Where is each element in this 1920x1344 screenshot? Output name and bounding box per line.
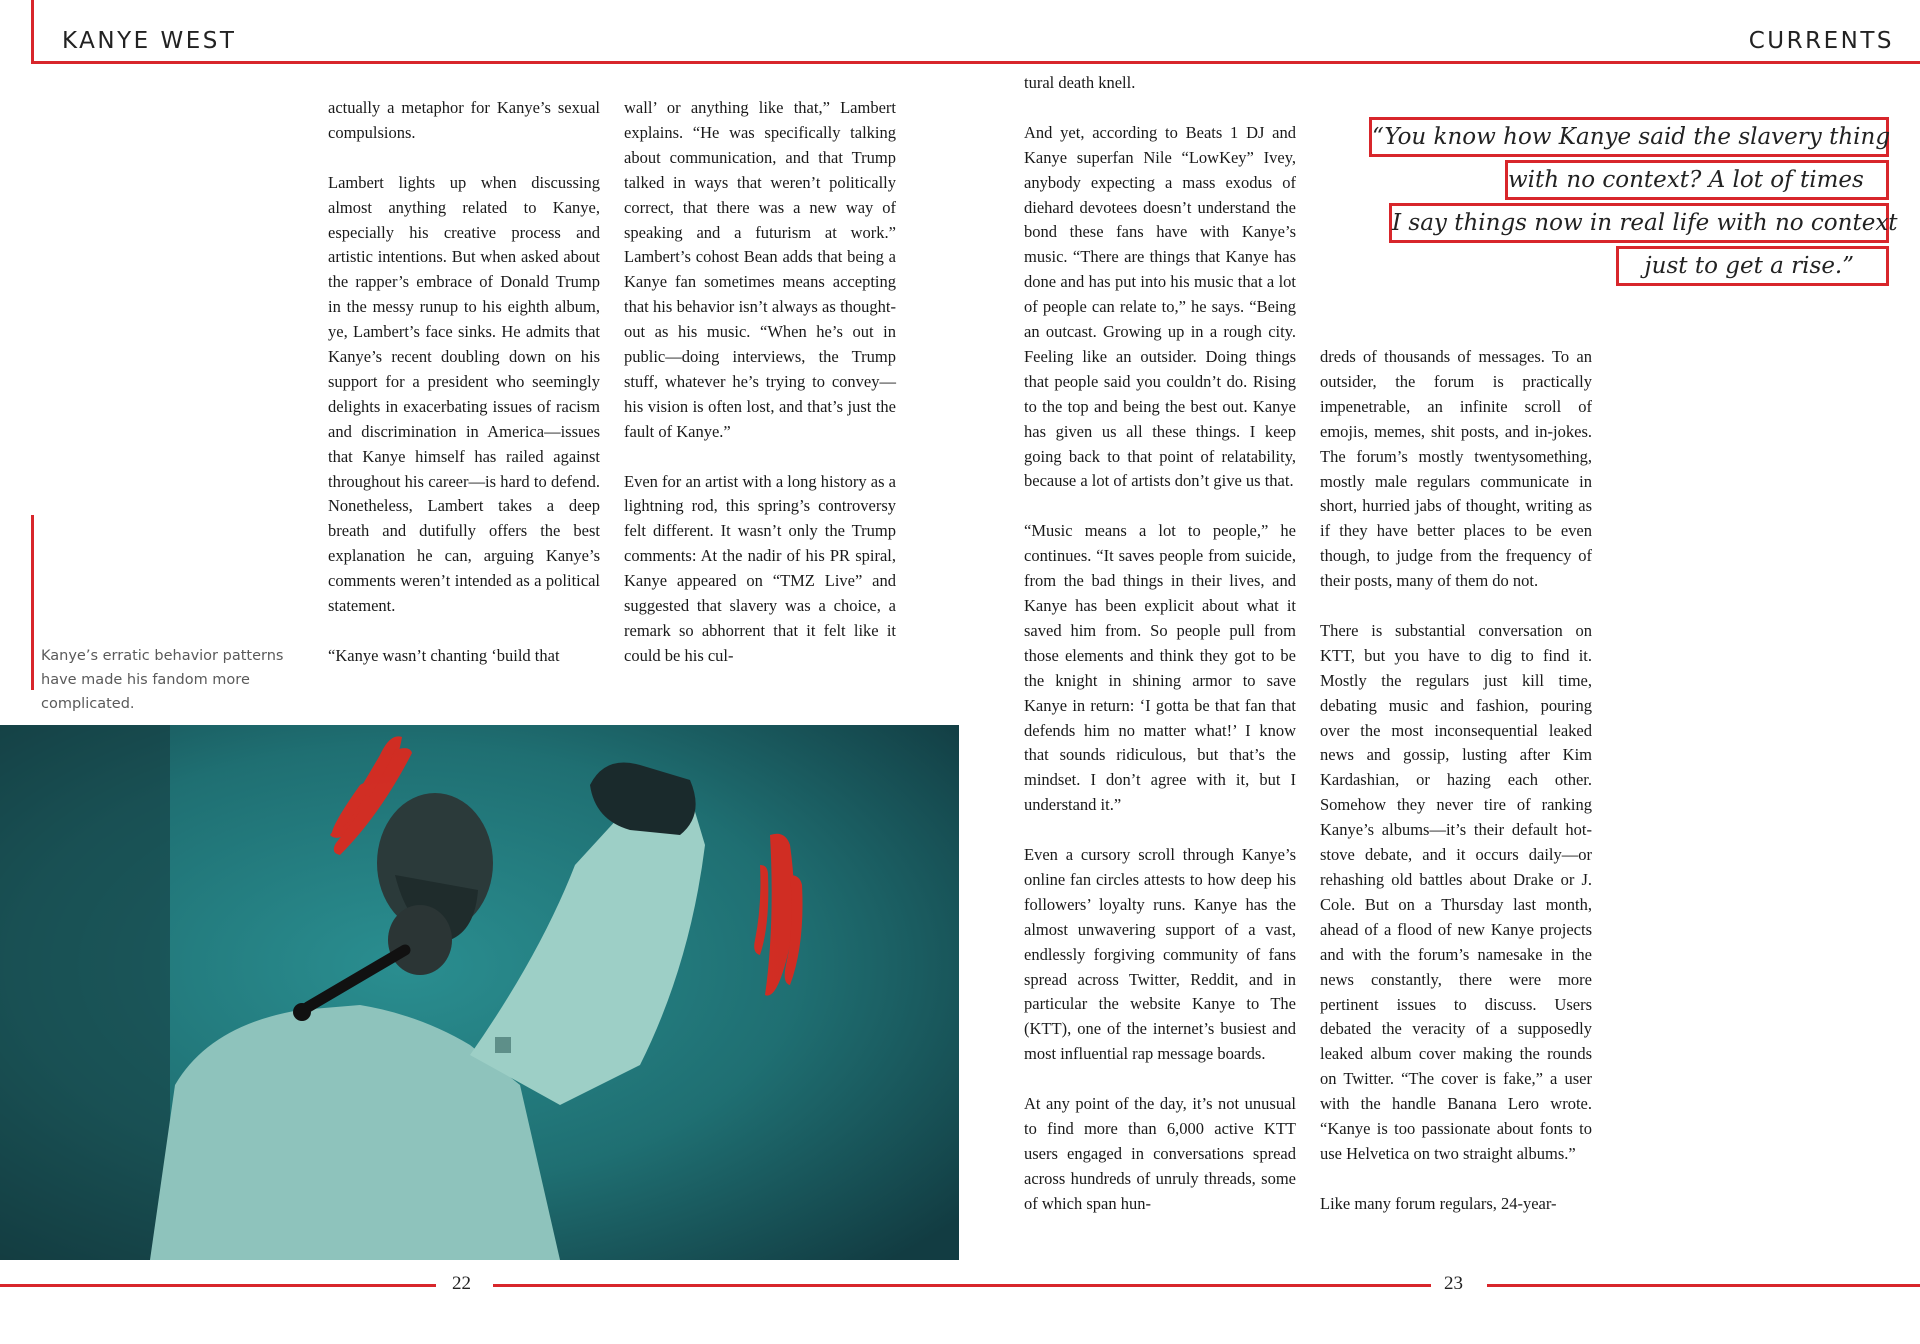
photo-caption: Kanye’s erratic behavior patterns have made his fandom more complicated.: [41, 648, 284, 712]
footer-rule-right: [1487, 1284, 1920, 1287]
article-column-1: [328, 96, 600, 694]
page-number-left: 22: [452, 1273, 471, 1294]
footer-rule-left-b: [493, 1284, 1431, 1287]
paragraph: wall’ or anything like that,” Lambert explains. “He was specifically talking about communication, and that Trump talked in ways that weren’t politically correct, that there was a new way of speaking and a futurism at work.” Lambert’s cohost Bean adds that being a Kanye fan sometimes means accepting that his behavior isn’t always as thought-out as his music. “When he’s out in public—doing interviews, the Trump stuff, whatever he’s trying to convey—his vision is often lost, and that’s just the fault of Kanye.”: [624, 98, 896, 441]
paragraph: “Kanye wasn’t chanting ‘build that: [328, 645, 560, 665]
paragraph: Even for an artist with a long history as a lightning rod, this spring’s controversy felt different. It wasn’t only the Trump comments: At the nadir of his PR spiral, Kanye appeared on “TMZ Live” and suggested that slavery was a choice, a remark so abhorrent that it felt like it could be his cul-: [624, 471, 896, 665]
caption-rule: [31, 515, 34, 690]
paragraph: And yet, according to Beats 1 DJ and Kanye superfan Nile “LowKey” Ivey, anybody expecting a mass exodus of diehard devotees doesn’t understand the bond these fans have with Kanye’s music. “There are things that Kanye has done and has put into his music that a lot of people can relate to,” he says. “Being an outcast. Growing up in a rough city. Feeling like an outsider. Doing things that people said you couldn’t do. Rising to the top and being the best out. Kanye has given us all these things. I keep going back to that point of relatability, because a lot of artists don’t give us that.: [1024, 122, 1296, 491]
paragraph: Even a cursory scroll through Kanye’s online fan circles attests to how deep his followers’ loyalty runs. Kanye has the almost unwavering support of a vast, endlessly forgiving community of fans spread across Twitter, Reddit, and in particular the website Kanye to The (KTT), one of the internet’s busiest and most influential rap message boards.: [1024, 845, 1296, 1064]
paragraph: actually a metaphor for Kanye’s sexual compulsions.: [328, 98, 600, 142]
paragraph: At any point of the day, it’s not unusual to find more than 6,000 active KTT users engaged in conversations spread across hundreds of unruly threads, some of which span hun-: [1024, 1094, 1296, 1213]
paragraph: “Music means a lot to people,” he continues. “It saves people from suicide, from the bad things in their lives, and Kanye has been explicit about what it saved him from. So people pull from those elements and think they got to be the knight in shining armor to save Kanye in return: ‘I gotta be that fan that defends him no matter what!’ I know that sounds ridiculous, but that’s the mindset. I don’t agree with it, but I understand it.”: [1024, 521, 1296, 815]
paragraph: Lambert lights up when discussing almost anything related to Kanye, especially his creative process and artistic intentions. But when asked about the rapper’s embrace of Donald Trump in the messy runup to his eighth album, ye, Lambert’s face sinks. He admits that Kanye’s recent doubling down on his support for a president who seemingly delights in exacerbating issues of racism and discrimination in America—issues that Kanye himself has railed against throughout his career—is hard to defend. Nonetheless, Lambert takes a deep breath and dutifully offers the best explanation he can, arguing Kanye’s comments weren’t intended as a political statement.: [328, 172, 600, 616]
article-column-2: [624, 96, 896, 694]
paragraph: Like many forum regulars, 24-year-: [1320, 1193, 1557, 1213]
page-number-right: 23: [1444, 1273, 1463, 1294]
footer-rule-left-a: [0, 1284, 436, 1287]
pull-quote-line: “You know how Kanye said the slavery thing: [1369, 117, 1889, 157]
header-rule: [31, 61, 1920, 64]
pull-quote-line: with no context? A lot of times: [1505, 160, 1889, 200]
paragraph: tural death knell.: [1024, 73, 1136, 92]
article-column-4: [1320, 345, 1592, 1242]
article-column-3: [1024, 71, 1296, 1242]
section-title: CURRENTS: [1748, 28, 1894, 54]
pull-quote-line: just to get a rise.”: [1616, 246, 1889, 286]
paragraph: There is substantial conversation on KTT, but you have to dig to find it. Mostly the regulars just kill time, debating music and fashion, pouring over the most inconsequential leaked news and gossip, lusting after Kim Kardashian, or hazing each other. Somehow they never tire of ranking Kanye’s albums—it’s their default hot-stove debate, and it occurs daily—or rehashing old battles about Drake or J. Cole. But on a Thursday last month, ahead of a flood of new Kanye projects and with the forum’s namesake in the news constantly, there were more pertinent issues to discuss. Users debated the veracity of a supposedly leaked album cover making the rounds on Twitter. “The cover is fake,” a user with the handle Banana Lero wrote. “Kanye is too passionate about fonts to use Helvetica on two straight albums.”: [1320, 620, 1592, 1163]
pull-quote-line: I say things now in real life with no context: [1389, 203, 1889, 243]
header-left-rule: [31, 0, 34, 64]
kanye-performance-photo: [0, 725, 959, 1260]
running-title: KANYE WEST: [62, 28, 237, 54]
paragraph: dreds of thousands of messages. To an outsider, the forum is practically impenetrable, an infinite scroll of emojis, memes, shit posts, and in-jokes. The forum’s mostly twentysomething, mostly male regulars communicate in short, hurried jabs of thought, writing as if they have better places to be even though, to judge from the frequency of their posts, many of them do not.: [1320, 347, 1592, 591]
